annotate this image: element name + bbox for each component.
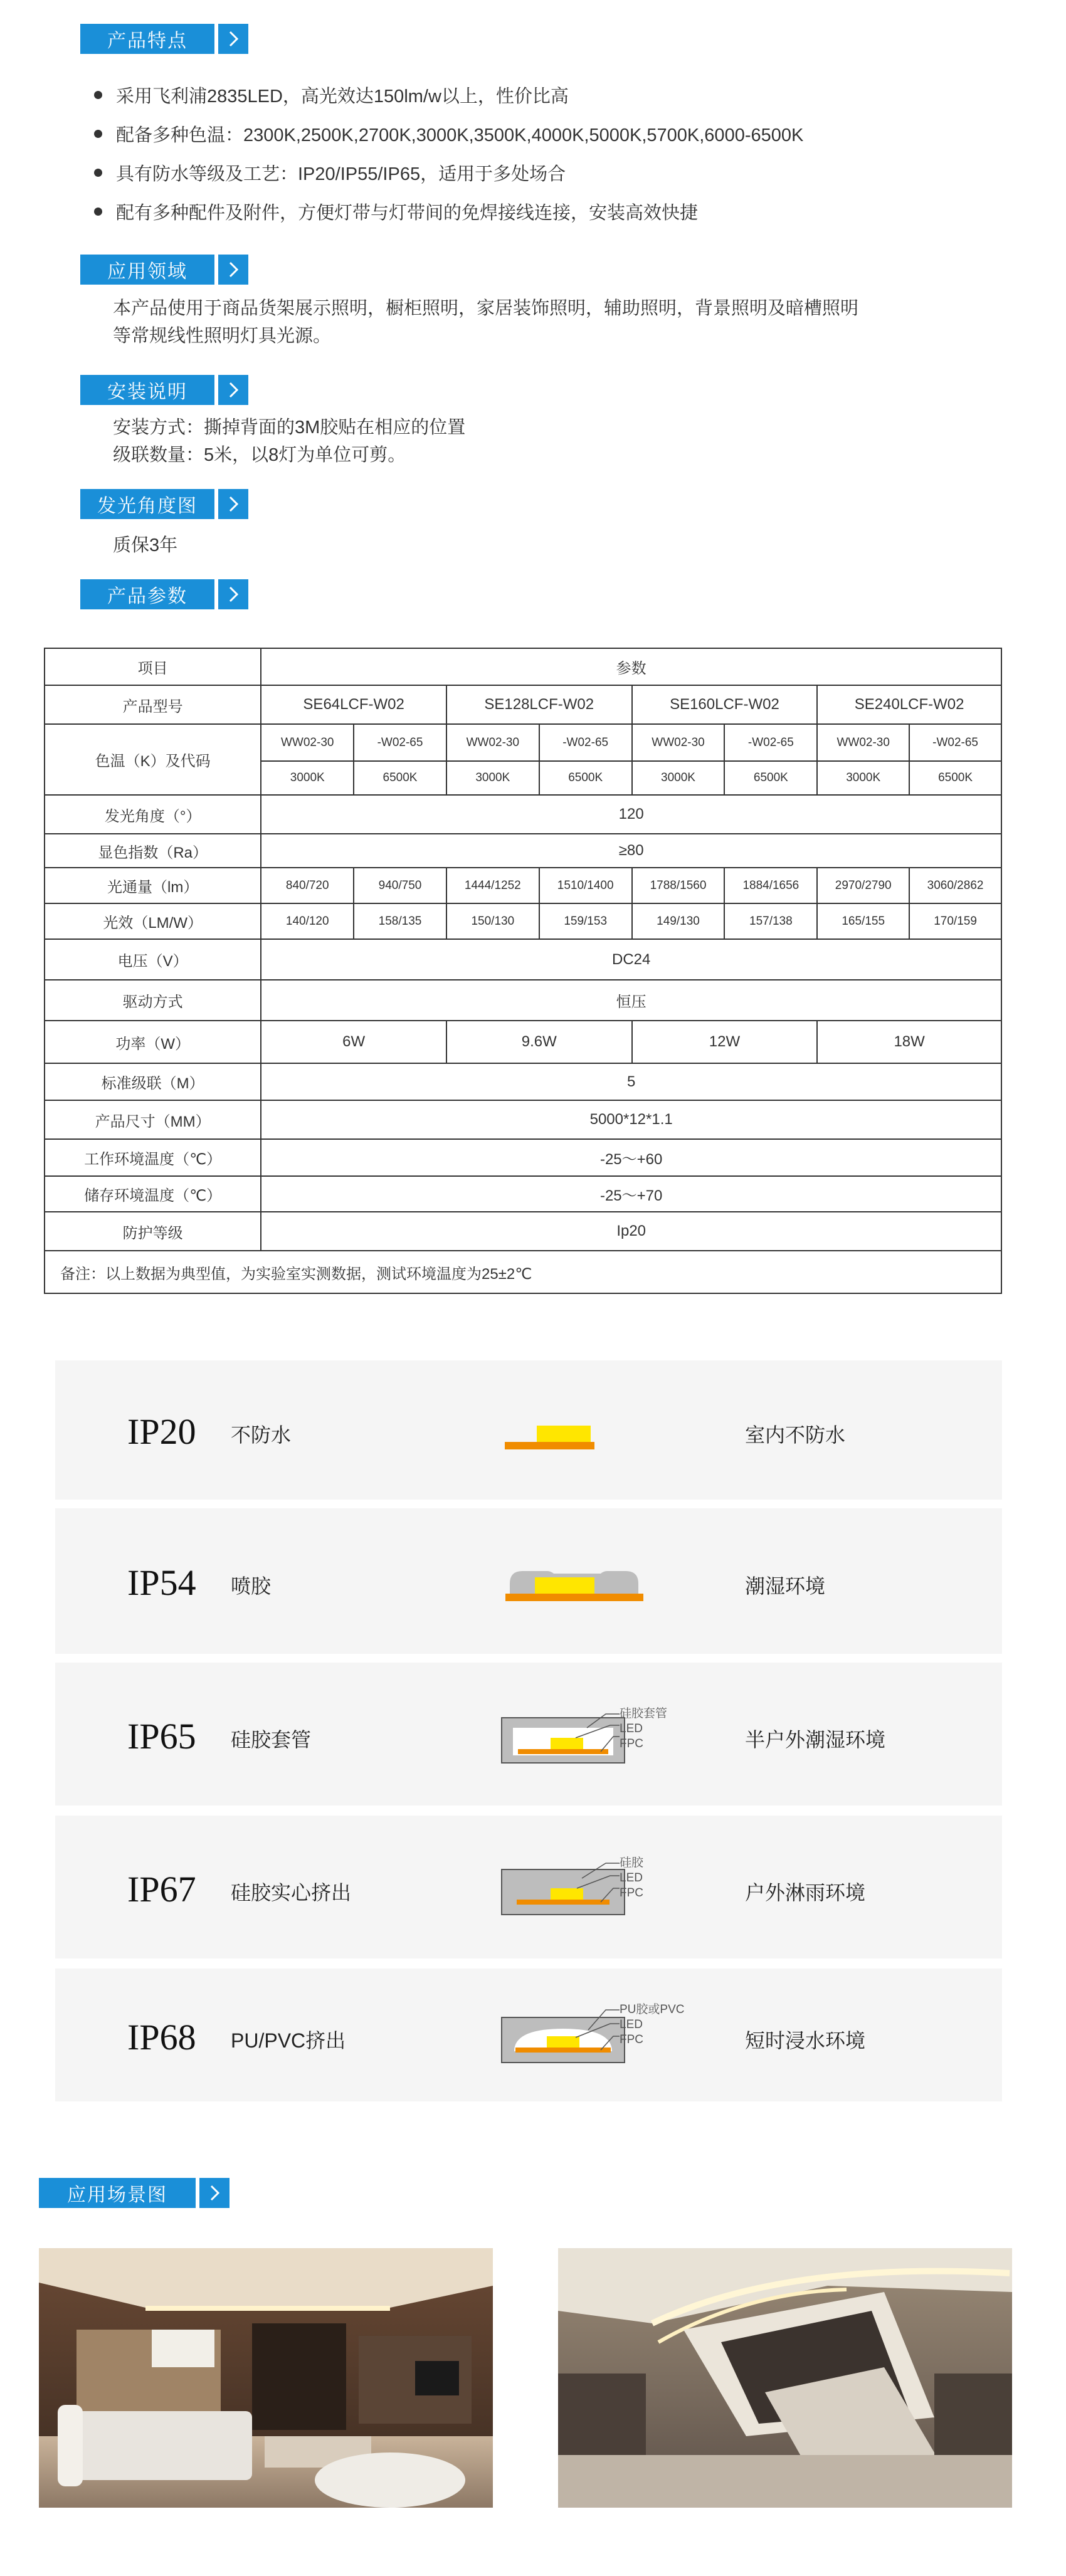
value-cell: 140/120 (261, 903, 354, 939)
row-label: 电压（V） (45, 939, 261, 980)
row-label: 功率（W） (45, 1021, 261, 1063)
strip-diagram-icon (431, 1360, 594, 1500)
section-header-install (80, 375, 248, 405)
warranty-text: 质保3年 (113, 535, 178, 555)
value-cell: 9.6W (446, 1021, 632, 1063)
list-item: 具有防水等级及工艺：IP20/IP55/IP65，适用于多处场合 (94, 153, 803, 192)
table-row (45, 1100, 1001, 1139)
section-header-application (80, 255, 248, 285)
bullet-icon (94, 91, 102, 99)
cct-cell: 3000K (632, 761, 725, 795)
diagram-labels: 硅胶套管 LED FPC (620, 1707, 668, 1750)
row-label: 驱动方式 (45, 980, 261, 1021)
feature-list (94, 75, 803, 231)
list-item: 配有多种配件及附件，方便灯带与灯带间的免焊接线连接，安装高效快捷 (94, 192, 803, 231)
row-label: 储存环境温度（℃） (45, 1176, 261, 1212)
chevron-right-icon (218, 24, 248, 54)
table-note: 备注：以上数据为典型值，为实验室实测数据，测试环境温度为25±2℃ (45, 1251, 1001, 1293)
value-cell: DC24 (261, 939, 1001, 980)
model-cell: SE160LCF-W02 (632, 685, 818, 724)
value-cell: 149/130 (632, 903, 725, 939)
chevron-right-icon (218, 489, 248, 519)
list-item: 采用飞利浦2835LED，高光效达150lm/w以上，性价比高 (94, 75, 803, 114)
value-cell: 150/130 (446, 903, 539, 939)
value-cell: 18W (817, 1021, 1001, 1063)
table-row (45, 1176, 1001, 1212)
value-cell: 恒压 (261, 980, 1001, 1021)
ip-desc: 硅胶套管 (231, 1728, 312, 1751)
value-cell: 1884/1656 (724, 868, 817, 903)
install-text: 安装方式：撕掉背面的3M胶贴在相应的位置 级联数量：5米，以8灯为单位可剪。 (113, 418, 466, 465)
code-cell: -W02-65 (539, 724, 632, 761)
value-cell: 12W (632, 1021, 818, 1063)
table-header-item: 项目 (45, 648, 261, 685)
scene-photo-living-room (39, 2248, 493, 2508)
list-item: 配备多种色温：2300K,2500K,2700K,3000K,3500K,4000K,5000K,5700K,6000-6500K (94, 114, 803, 153)
code-cell: -W02-65 (354, 724, 446, 761)
ip-code: IP65 (127, 1716, 196, 1757)
value-cell: -25～+60 (261, 1139, 1001, 1176)
section-header-angle (80, 489, 248, 519)
cct-cell: 6500K (724, 761, 817, 795)
diagram-labels: PU胶或PVC LED FPC (620, 2003, 685, 2046)
model-cell: SE64LCF-W02 (261, 685, 446, 724)
ip-card-ip67 (55, 1816, 1002, 1958)
ip-desc: 硅胶实心挤出 (231, 1881, 352, 1904)
value-cell: 170/159 (909, 903, 1001, 939)
bullet-icon (94, 130, 102, 138)
table-header-param: 参数 (261, 648, 1001, 685)
living-room-image (39, 2248, 493, 2508)
ip-env: 短时浸水环境 (745, 2029, 866, 2052)
code-cell: -W02-65 (724, 724, 817, 761)
cct-cell: 3000K (817, 761, 909, 795)
model-cell: SE240LCF-W02 (817, 685, 1001, 724)
row-label: 工作环境温度（℃） (45, 1139, 261, 1176)
ip-code: IP20 (127, 1411, 196, 1452)
table-row (45, 980, 1001, 1021)
value-cell: 2970/2790 (817, 868, 909, 903)
row-label: 光通量（lm） (45, 868, 261, 903)
section-title: 发光角度图 (80, 489, 214, 519)
section-title: 应用领域 (80, 255, 214, 285)
code-cell: WW02-30 (446, 724, 539, 761)
cct-cell: 6500K (539, 761, 632, 795)
cct-cell: 3000K (261, 761, 354, 795)
value-cell: -25～+70 (261, 1176, 1001, 1212)
ip-card-ip20 (55, 1360, 1002, 1500)
value-cell: 3060/2862 (909, 868, 1001, 903)
table-row (45, 1063, 1001, 1100)
value-cell: 1444/1252 (446, 868, 539, 903)
table-row (45, 724, 1001, 761)
row-label: 标准级联（M） (45, 1063, 261, 1100)
table-row (45, 939, 1001, 980)
row-label: 产品型号 (45, 685, 261, 724)
chevron-right-icon (199, 2178, 230, 2208)
section-header-params (80, 579, 248, 609)
ip-card-ip65 (55, 1663, 1002, 1806)
bullet-icon (94, 208, 102, 216)
ip-code: IP54 (127, 1562, 196, 1603)
ip-desc: 不防水 (231, 1424, 292, 1446)
table-row (45, 1139, 1001, 1176)
table-row (45, 1021, 1001, 1063)
value-cell: 5000*12*1.1 (261, 1100, 1001, 1139)
section-header-features (80, 24, 248, 54)
cct-cell: 3000K (446, 761, 539, 795)
ip-env: 半户外潮湿环境 (745, 1728, 886, 1751)
chevron-right-icon (218, 579, 248, 609)
ip-env: 潮湿环境 (745, 1575, 826, 1597)
cct-cell: 6500K (354, 761, 446, 795)
value-cell: 165/155 (817, 903, 909, 939)
value-cell: 5 (261, 1063, 1001, 1100)
value-cell: 940/750 (354, 868, 446, 903)
row-label: 显色指数（Ra） (45, 834, 261, 868)
value-cell: 158/135 (354, 903, 446, 939)
value-cell: 6W (261, 1021, 446, 1063)
ip-desc: PU/PVC挤出 (231, 2029, 346, 2052)
chevron-right-icon (218, 255, 248, 285)
ip-card-ip68 (55, 1969, 1002, 2101)
cct-cell: 6500K (909, 761, 1001, 795)
table-row (45, 1251, 1001, 1293)
code-cell: WW02-30 (817, 724, 909, 761)
value-cell: 159/153 (539, 903, 632, 939)
section-title: 应用场景图 (39, 2178, 196, 2208)
ip-code: IP68 (127, 2017, 196, 2058)
value-cell: 1788/1560 (632, 868, 725, 903)
section-title: 安装说明 (80, 375, 214, 405)
application-text: 本产品使用于商品货架展示照明，橱柜照明，家居装饰照明，辅助照明，背景照明及暗槽照明 等常规线性照明灯具光源。 (113, 298, 859, 346)
row-label: 发光角度（°） (45, 795, 261, 834)
value-cell: ≥80 (261, 834, 1001, 868)
value-cell: 840/720 (261, 868, 354, 903)
code-cell: -W02-65 (909, 724, 1001, 761)
table-row (45, 795, 1001, 834)
table-row (45, 868, 1001, 903)
section-header-scenes (39, 2178, 230, 2208)
strip-diagram-icon (431, 1508, 695, 1654)
section-title: 产品参数 (80, 579, 214, 609)
ip-card-ip54 (55, 1508, 1002, 1654)
value-cell: 120 (261, 795, 1001, 834)
code-cell: WW02-30 (261, 724, 354, 761)
row-label: 产品尺寸（MM） (45, 1100, 261, 1139)
ip-desc: 喷胶 (231, 1575, 272, 1597)
diagram-labels: 硅胶 LED FPC (620, 1856, 644, 1900)
ip-env: 户外淋雨环境 (745, 1881, 866, 1904)
scene-photo-mall (558, 2248, 1012, 2508)
value-cell: 1510/1400 (539, 868, 632, 903)
mall-image (558, 2248, 1012, 2508)
spec-table (44, 648, 1002, 1294)
row-label: 防护等级 (45, 1212, 261, 1251)
bullet-icon (94, 169, 102, 177)
value-cell: 157/138 (724, 903, 817, 939)
chevron-right-icon (218, 375, 248, 405)
section-title: 产品特点 (80, 24, 214, 54)
row-label: 光效（LM/W） (45, 903, 261, 939)
ip-env: 室内不防水 (745, 1424, 846, 1446)
row-label: 色温（K）及代码 (45, 724, 261, 795)
ip-code: IP67 (127, 1869, 196, 1910)
table-row (45, 1212, 1001, 1251)
model-cell: SE128LCF-W02 (446, 685, 632, 724)
table-row (45, 685, 1001, 724)
code-cell: WW02-30 (632, 724, 725, 761)
table-row (45, 834, 1001, 868)
value-cell: Ip20 (261, 1212, 1001, 1251)
table-row (45, 903, 1001, 939)
table-row (45, 648, 1001, 685)
